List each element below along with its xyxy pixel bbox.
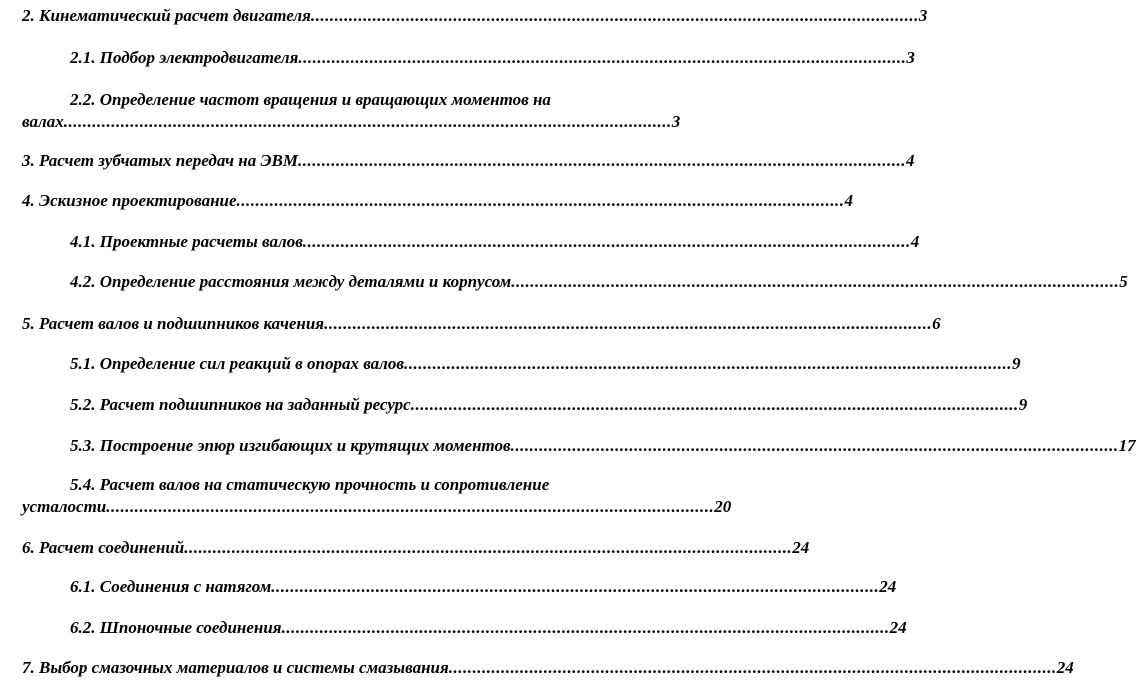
toc-leader-dots: ................................................................................................................................	[510, 436, 1119, 455]
toc-entry-title: 5. Расчет валов и подшипников качения	[22, 314, 325, 333]
toc-entry-title: 4. Эскизное проектирование	[22, 191, 237, 210]
toc-entry	[22, 5, 928, 27]
toc-entry	[22, 435, 1136, 457]
toc-entry-page: 3	[906, 48, 915, 67]
toc-entry	[22, 190, 854, 212]
toc-entry	[22, 47, 915, 69]
toc-entry-title-line2: валах	[22, 112, 64, 131]
toc-entry	[22, 353, 1021, 375]
toc-entry	[22, 657, 1074, 679]
toc-entry	[22, 537, 810, 559]
toc-leader-dots: ................................................................................................................................	[310, 6, 919, 25]
toc-entry-page: 6	[932, 314, 941, 333]
toc-leader-dots: ................................................................................................................................	[448, 658, 1057, 677]
toc-entry-page: 24	[792, 538, 810, 557]
toc-entry-page: 4	[910, 232, 920, 251]
toc-leader-dots: ................................................................................................................................	[298, 48, 907, 67]
toc-entry-title: 5.2. Расчет подшипников на заданный ресурс	[70, 395, 411, 414]
toc-entry-page: 20	[714, 497, 732, 516]
toc-entry-title-line2: усталости	[22, 497, 107, 516]
toc-entry-page: 17	[1118, 436, 1136, 455]
toc-leader-dots: ................................................................................................................................	[271, 577, 880, 596]
toc-entry-page: 3	[671, 112, 681, 131]
toc-leader-dots: ................................................................................................................................	[298, 151, 907, 170]
toc-entry-page: 4	[906, 151, 915, 170]
toc-entry-page: 24	[889, 618, 907, 637]
toc-entry-page: 9	[1012, 354, 1021, 373]
toc-leader-dots: ................................................................................................................................	[63, 112, 672, 131]
toc-entry-title: 6. Расчет соединений	[22, 538, 185, 557]
toc-entry-title: 4.1. Проектные расчеты валов	[70, 232, 303, 251]
toc-entry-page: 3	[918, 6, 928, 25]
toc-entry	[22, 150, 915, 172]
toc-entry-page: 24	[1056, 658, 1074, 677]
toc-entry-title: 7. Выбор смазочных материалов и системы смазывания	[22, 658, 449, 677]
toc-leader-dots: ................................................................................................................................	[236, 191, 845, 210]
toc-entry-title: 3. Расчет зубчатых передач на ЭВМ	[22, 151, 299, 170]
toc-entry	[22, 89, 681, 133]
toc-entry	[22, 394, 1028, 416]
toc-leader-dots: ................................................................................................................................	[106, 497, 715, 516]
toc-entry-title: 2. Кинематический расчет двигателя	[22, 6, 311, 25]
toc-entry	[22, 313, 941, 335]
toc-entry	[22, 576, 897, 598]
toc-entry	[22, 617, 907, 639]
toc-entry-title: 5.3. Построение эпюр изгибающих и крутящих моментов	[70, 436, 511, 455]
toc-leader-dots: ................................................................................................................................	[511, 272, 1120, 291]
toc-entry-title: 2.1. Подбор электродвигателя	[70, 48, 299, 67]
toc-leader-dots: ................................................................................................................................	[281, 618, 890, 637]
toc-leader-dots: ................................................................................................................................	[324, 314, 933, 333]
toc-entry-title: 6.2. Шпоночные соединения	[70, 618, 282, 637]
toc-entry-page: 24	[879, 577, 897, 596]
toc-entry-title: 4.2. Определение расстояния между деталями и корпусом	[70, 272, 512, 291]
toc-leader-dots: ................................................................................................................................	[404, 354, 1012, 373]
toc-entry	[22, 271, 1128, 293]
toc-entry-title-line1: 5.4. Расчет валов на статическую прочность и сопротивление	[70, 475, 550, 494]
toc-leader-dots: ................................................................................................................................	[184, 538, 793, 557]
toc-entry-title-line1: 2.2. Определение частот вращения и вращающих моментов на	[70, 90, 551, 109]
toc-entry-title: 5.1. Определение сил реакций в опорах валов	[70, 354, 404, 373]
toc-entry	[22, 474, 732, 518]
toc-leader-dots: ................................................................................................................................	[410, 395, 1019, 414]
toc-entry-page: 4	[844, 191, 854, 210]
toc-entry-page: 5	[1119, 272, 1128, 291]
toc-entry-page: 9	[1018, 395, 1028, 414]
toc-leader-dots: ................................................................................................................................	[302, 232, 911, 251]
toc-entry	[22, 231, 920, 253]
toc-entry-title: 6.1. Соединения с натягом	[70, 577, 272, 596]
